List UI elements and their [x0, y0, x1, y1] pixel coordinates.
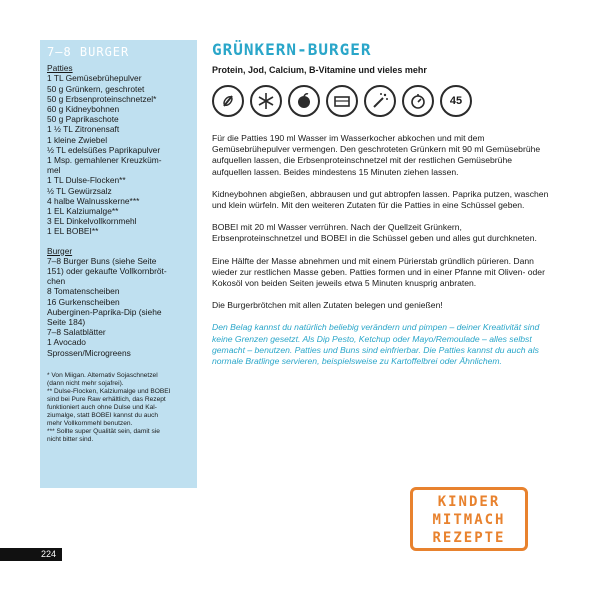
ingredient-item: mel — [47, 165, 61, 176]
footnote-line: * Von Miigan. Alternativ Sojaschnetzel — [47, 371, 158, 379]
lunchbox-icon — [326, 85, 358, 117]
ingredient-item: 60 g Kidneybohnen — [47, 104, 120, 115]
instruction-paragraph: Eine Hälfte der Masse abnehmen und mit einem Pürierstab gründlich pürieren. Dann wieder zur restlichen Masse geben. Patties formen und in einer Pfanne mit Oliven- oder Kokosöl von beiden Seiten jeweils etwa 5 Minuten knusprig anbraten. — [212, 255, 545, 289]
recipe-title: GRÜNKERN-BURGER — [212, 40, 372, 59]
footnote-line: ziumalge, statt BOBEI kannst du auch — [47, 411, 159, 419]
footnote-line: (dann nicht mehr sojafrei). — [47, 379, 124, 387]
stopwatch-icon — [402, 85, 434, 117]
instruction-paragraph: Für die Patties 190 ml Wasser im Wasserkocher abkochen und mit dem Gemüsebrühepulver vermengen. Den geschroteten Grünkern mit 90 ml Gemüsebrühe aufquellen lassen, die Erbsenproteinschnetzel mit der restlichen Gemüsebrühe aufquellen lassen. Beides mindestens 15 Minuten ziehen lassen. — [212, 133, 541, 177]
footnote-line: nicht bitter sind. — [47, 435, 94, 443]
kinder-mitmach-rezepte-stamp — [410, 487, 528, 551]
ingredient-item: 50 g Erbsenproteinschnetzel* — [47, 93, 157, 104]
ingredient-item: chen — [47, 276, 66, 287]
patties-heading: Patties — [47, 63, 73, 74]
servings-title: 7–8 BURGER — [47, 45, 130, 59]
ingredient-item: 7–8 Salatblätter — [47, 327, 106, 338]
tip-paragraph: Den Belag kannst du natürlich beliebig verändern und pimpen – deiner Kreativität sind keine Grenzen gesetzt. Als Dip Pesto, Ketchup oder Mayo/Remoulade – alles selbst gemacht – benutzen. Patties und Buns sind einfrierbar. Die Patties kannst du auch als normale Bratlinge servieren, beispielsweise zu Kartoffelbrei oder Ähnlichem. — [212, 322, 540, 367]
magic-wand-icon — [364, 85, 396, 117]
ingredient-item: 1 ½ TL Zitronensaft — [47, 124, 120, 135]
ingredient-item: 151) oder gekaufte Vollkornbröt- — [47, 266, 167, 277]
recipe-main — [212, 40, 550, 378]
burger-heading: Burger — [47, 245, 73, 256]
no-gluten-icon — [212, 85, 244, 117]
ingredients-sidebar — [40, 40, 197, 488]
stamp-line: REZEPTE — [432, 530, 506, 546]
freezable-snowflake-icon — [250, 85, 282, 117]
ingredient-item: 50 g Paprikaschote — [47, 114, 119, 125]
ingredient-item: Seite 184) — [47, 317, 86, 328]
ingredient-item: ½ TL edelsüßes Paprikapulver — [47, 144, 161, 155]
footnotes — [47, 372, 191, 444]
ingredient-item: 1 TL Gemüsebrühepulver — [47, 73, 142, 84]
recipe-subtitle: Protein, Jod, Calcium, B-Vitamine und vieles mehr — [212, 65, 427, 75]
ingredient-item: 4 halbe Walnusskerne*** — [47, 195, 140, 206]
instruction-paragraph: Kidneybohnen abgießen, abbrausen und gut abtropfen lassen. Paprika putzen, waschen und klein würfeln. Mit den weiteren Zutaten für die Patties in eine Schüssel geben. — [212, 188, 549, 211]
ingredient-item: ½ TL Gewürzsalz — [47, 185, 112, 196]
ingredient-item: Sprossen/Microgreens — [47, 347, 131, 358]
footnote-line: sind bei Pure Raw erhältlich, das Rezept — [47, 395, 166, 403]
ingredient-item: 1 Msp. gemahlener Kreuzküm- — [47, 155, 162, 166]
ingredient-item: 1 kleine Zwiebel — [47, 134, 108, 145]
ingredient-item: 1 TL Dulse-Flocken** — [47, 175, 126, 186]
ingredient-item: Auberginen-Paprika-Dip (siehe — [47, 306, 162, 317]
footnote-line: mehr Vollkornmehl benutzen. — [47, 419, 133, 427]
ingredient-item: 16 Gurkenscheiben — [47, 296, 120, 307]
patties-ingredient-list — [47, 73, 191, 236]
no-soy-icon — [288, 85, 320, 117]
instruction-paragraph: BOBEI mit 20 ml Wasser verrühren. Nach der Quellzeit Grünkern, Erbsenproteinschnetzel und BOBEI in die Schüssel geben und alles gut durchkneten. — [212, 222, 537, 244]
ingredient-item: 3 EL Dinkelvollkornmehl — [47, 216, 137, 227]
stamp-line: KINDER — [437, 494, 501, 510]
time-label: 45 — [449, 95, 463, 107]
ingredient-item: 1 Avocado — [47, 337, 86, 348]
footnote-line: *** Sollte super Qualität sein, damit sie — [47, 427, 160, 435]
time-45-icon — [440, 85, 472, 117]
ingredient-item: 1 EL Kalziumalge** — [47, 206, 119, 217]
ingredient-item: 50 g Grünkern, geschrotet — [47, 83, 145, 94]
ingredient-item: 1 EL BOBEI** — [47, 226, 99, 237]
recipe-instructions — [212, 133, 550, 367]
instruction-paragraph: Die Burgerbrötchen mit allen Zutaten belegen und genießen! — [212, 300, 443, 311]
footnote-line: funktioniert auch ohne Dulse und Kal- — [47, 403, 157, 411]
ingredient-item: 8 Tomatenscheiben — [47, 286, 120, 297]
ingredient-item: 7–8 Burger Buns (siehe Seite — [47, 255, 157, 266]
footnote-line: ** Dulse-Flocken, Kalziumalge und BOBEI — [47, 387, 171, 395]
stamp-line: MITMACH — [432, 512, 506, 528]
burger-ingredient-list — [47, 256, 191, 358]
recipe-icon-row — [212, 85, 550, 117]
page-number: 224 — [0, 548, 62, 561]
